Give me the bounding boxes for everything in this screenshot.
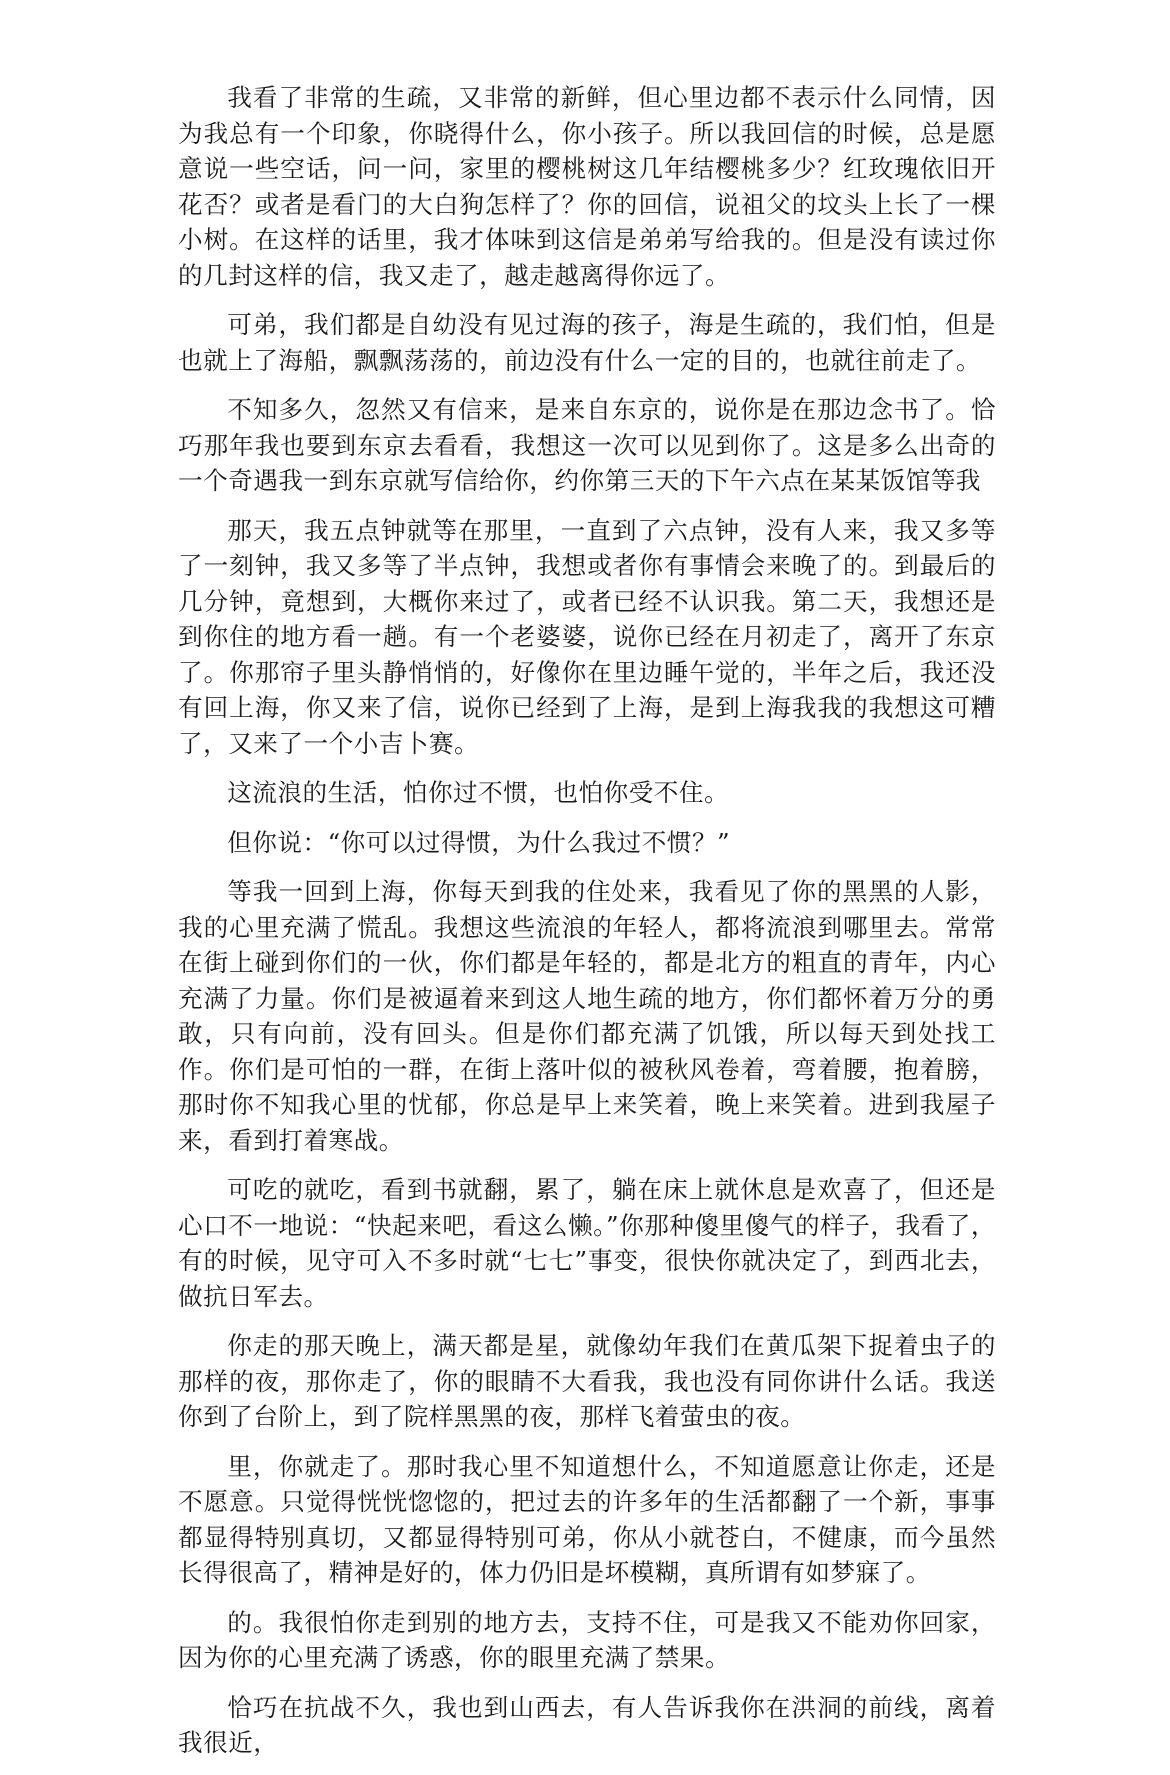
paragraph: 这流浪的生活，怕你过不惯，也怕你受不住。 <box>227 778 730 807</box>
paragraph: 可吃的就吃，看到书就翻，累了，躺在床上就休息是欢喜了，但还是心口不一地说：“快起来吧，看这么懒。”你那种傻里傻气的样子，我看了，有的时候，见守可入不多时就“七七”事变，很快你就决定了，到西北去，做抗日军去。 <box>178 1175 996 1311</box>
paragraph: 那天，我五点钟就等在那里，一直到了六点钟，没有人来，我又多等了一刻钟，我又多等了半点钟，我想或者你有事情会来晚了的。到最后的几分钟，竟想到，大概你来过了，或者已经不认识我。第二天，我想还是到你住的地方看一趟。有一个老婆婆，说你已经在月初走了，离开了东京了。你那帘子里头静悄悄的，好像你在里边睡午觉的，半年之后，我还没有回上海，你又来了信，说你已经到了上海，是到上海我我的我想这可糟了，又来了一个小吉卜赛。 <box>178 515 996 758</box>
paragraph: 但你说：“你可以过得惯，为什么我过不惯？” <box>227 827 731 857</box>
paragraph: 等我一回到上海，你每天到我的住处来，我看见了你的黑黑的人影，我的心里充满了慌乱。我想这些流浪的年轻人，都将流浪到哪里去。常常在街上碰到你们的一伙，你们都是年轻的，都是北方的粗直的青年，内心充满了力量。你们是被逼着来到这人地生疏的地方，你们都怀着万分的勇敢，只有向前，没有回头。但是你们都充满了饥饿，所以每天到处找工作。你们是可怕的一群，在街上落叶似的被秋风卷着，弯着腰，抱着膀，那时你不知我心里的忧郁，你总是早上来笑着，晚上来笑着。进到我屋子来，看到打着寒战。 <box>178 877 996 1155</box>
paragraph: 可弟，我们都是自幼没有见过海的孩子，海是生疏的，我们怕，但是也就上了海船，飘飘荡荡的，前边没有什么一定的目的，也就往前走了。 <box>178 310 996 375</box>
paragraph: 你走的那天晚上，满天都是星，就像幼年我们在黄瓜架下捉着虫子的那样的夜，那你走了，你的眼睛不大看我，我也没有同你讲什么话。我送你到了台阶上，到了院样黑黑的夜，那样飞着萤虫的夜。 <box>178 1331 996 1431</box>
text-body <box>178 80 996 1775</box>
paragraph: 不知多久，忽然又有信来，是来自东京的，说你是在那边念书了。恰巧那年我也要到东京去看看，我想这一次可以见到你了。这是多么出奇的一个奇遇我一到东京就写信给你，约你第三天的下午六点在某某饭馆等我 <box>178 395 996 495</box>
paragraph: 的。我很怕你走到别的地方去，支持不住，可是我又不能劝你回家，因为你的心里充满了诱惑，你的眼里充满了禁果。 <box>178 1607 996 1672</box>
paragraph: 我看了非常的生疏，又非常的新鲜，但心里边都不表示什么同情，因为我总有一个印象，你晓得什么，你小孩子。所以我回信的时候，总是愿意说一些空话，问一问，家里的樱桃树这几年结樱桃多少？红玫瑰依旧开花否？或者是看门的大白狗怎样了？你的回信，说祖父的坟头上长了一棵小树。在这样的话里，我才体味到这信是弟弟写给我的。但是没有读过你的几封这样的信，我又走了，越走越离得你远了。 <box>178 83 996 290</box>
paragraph: 恰巧在抗战不久，我也到山西去，有人告诉我你在洪洞的前线，离着我很近， <box>178 1692 996 1757</box>
paragraph: 里，你就走了。那时我心里不知道想什么，不知道愿意让你走，还是不愿意。只觉得恍恍惚惚的，把过去的许多年的生活都翻了一个新，事事都显得特别真切，又都显得特别可弟，你从小就苍白，不健康，而今虽然长得很高了，精神是好的，体力仍旧是坏模糊，真所谓有如梦寐了。 <box>178 1451 996 1587</box>
